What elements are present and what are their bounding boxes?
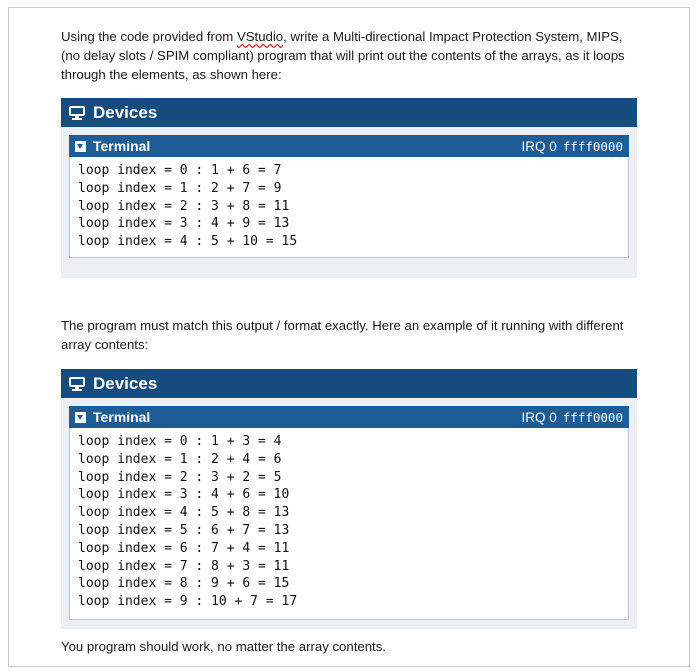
irq-label: IRQ 0: [521, 409, 557, 425]
collapse-chevron-icon[interactable]: [75, 141, 86, 152]
devices-header[interactable]: [61, 98, 637, 127]
devices-panel-1: [61, 98, 637, 278]
terminal-output: [69, 157, 629, 258]
outro-paragraph: You program should work, no matter the array contents.: [61, 639, 386, 654]
intro-prefix: Using the code provided from: [61, 29, 237, 44]
intro-suffix: , write a Multi-directional Impact Protection System, MIPS, (no delay slots / SPIM compliant) program that will print out the contents of the arrays, as it loops through the elements, as shown here:: [61, 29, 625, 82]
terminal-title: Terminal: [93, 138, 151, 154]
intro-paragraph: [61, 27, 641, 84]
terminal-line: loop index = 0 : 1 + 3 = 4: [78, 434, 282, 449]
irq-address: ffff0000: [562, 409, 623, 425]
terminal-line: loop index = 4 : 5 + 8 = 13: [78, 505, 290, 521]
terminal-line: loop index = 3 : 4 + 9 = 13: [78, 216, 290, 232]
monitor-icon: [69, 377, 85, 391]
terminal-output: [69, 428, 629, 620]
terminal-line: loop index = 1 : 2 + 4 = 6: [78, 451, 282, 467]
terminal-line: loop index = 4 : 5 + 10 = 15: [78, 234, 298, 250]
terminal-line: loop index = 8 : 9 + 6 = 15: [78, 576, 290, 592]
terminal-line: loop index = 2 : 3 + 8 = 11: [78, 198, 290, 214]
monitor-icon: [69, 106, 85, 120]
middle-paragraph: The program must match this output / format exactly. Here an example of it running with different array contents:: [61, 318, 624, 352]
terminal-header[interactable]: [69, 135, 629, 157]
vstudio-word: VStudio: [236, 29, 284, 44]
terminal-header[interactable]: [69, 406, 629, 428]
terminal-line: loop index = 1 : 2 + 7 = 9: [78, 180, 282, 196]
terminal-line: loop index = 6 : 7 + 4 = 11: [78, 540, 290, 556]
terminal-line: loop index = 2 : 3 + 2 = 5: [78, 469, 282, 485]
terminal-line: loop index = 9 : 10 + 7 = 17: [78, 594, 298, 610]
collapse-chevron-icon[interactable]: [75, 412, 86, 423]
terminal-line: loop index = 3 : 4 + 6 = 10: [78, 487, 290, 503]
devices-header[interactable]: [61, 369, 637, 398]
terminal-line: loop index = 5 : 6 + 7 = 13: [78, 522, 290, 538]
irq-address: ffff0000: [562, 138, 623, 154]
devices-title: Devices: [93, 102, 158, 122]
terminal-line: loop index = 7 : 8 + 3 = 11: [78, 558, 290, 574]
devices-panel-2: [61, 369, 637, 629]
irq-label: IRQ 0: [521, 138, 557, 154]
devices-title: Devices: [93, 373, 158, 393]
terminal-title: Terminal: [93, 409, 151, 425]
terminal-line: loop index = 0 : 1 + 6 = 7: [78, 163, 282, 178]
